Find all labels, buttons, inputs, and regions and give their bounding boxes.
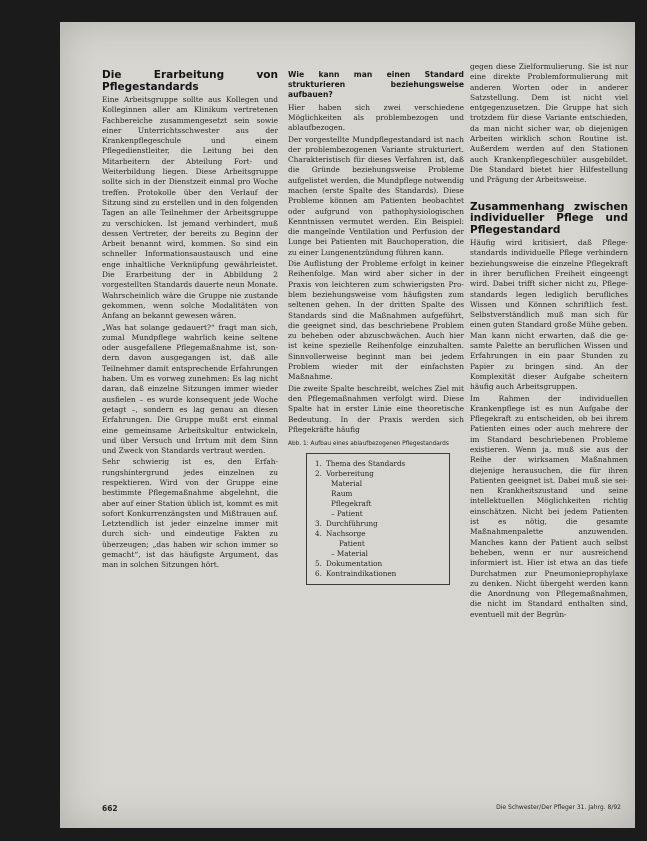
figure-item-text: Kontraindikationen — [326, 569, 397, 579]
paragraph: Die Auflistung der Probleme erfolgt in keiner Reihenfolge. Man wird aber sicher in der Praxis von leichteren zum schwierigsten Problem beziehungsweise vom häufigsten zum seltenen gehen. In der dritten Spalte des Standards sind die Maßnahmen aufgeführt, die geeignet sind, das beschriebene Problem zu beheben oder abzuschwächen. Auch hier ist keine spezielle Reihenfolge einzuhalten. Sinnvollerweise beginnt man bei jedem Problem wieder mit der einfachsten Maßnahme. — [288, 259, 464, 382]
figure-item-number: 6. — [315, 569, 322, 579]
paragraph: Die zweite Spalte beschreibt, welches Ziel mit den Pflegemaßnahmen verfolgt wird. Diese Spalte hat in erster Linie eine theoretische Bedeutung. In der Praxis werden sich Pflegekräfte häufig — [288, 383, 464, 434]
figure-list-item — [315, 479, 443, 489]
paragraph: „Was hat solange gedauert?“ fragt man sich, zumal Mundpflege wahrlich keine seltene oder ausgefallene Pflegemaßnahme ist, sondern davon ausgegangen ist, daß alle Teilnehmer damit entsprechende Erfahrungen haben. Um es vorweg zunehmen: Es lag nicht daran, daß einzelne Sitzungen immer wieder ausfielen – es wurde konsequent jede Woche getagt –, sondern es lag genau an diesen Erfahrungen. Die Gruppe mußt erst einmal eine gemeinsame Arbeitskultur entwickeln, und über Versuch und Irrtum mit dem Sinn und Zweck von Standards vertraut werden. — [102, 322, 278, 456]
figure-item-number: 4. — [315, 529, 322, 539]
paragraph: Eine Arbeitsgruppe sollte aus Kollegen und Kolleginnen aller am Klinikum vertretenen Fachbereiche zusammengesetzt sein sowie einer Unterrichtsschwester aus der Krankenpflegeschule und einem Pflegedienstleiter, die Leitung bei den Mitarbeitern der Abteilung Fort- und Weiterbildung liegen. Diese Arbeitsgruppe sollte sich in der Dienstzeit einmal pro Woche treffen. Protokolle über den Verlauf der Sitzung sind zu erstellen und in den folgenden Tagen an alle Teilnehmer der Arbeitsgruppe zu verschicken. Ist jemand verhindert, muß dessen Vertreter, der bereits zu Beginn der Arbeit benannt wird, kommen. So sind ein schneller Informationsaustausch und eine enge inhaltliche Verknüpfung gewährleistet. Die Erarbeitung der in Abbildung 2 vorgestellten Standards dauerte neun Monate. Wahrscheinlich wäre die Gruppe nie zustande gekommen, wenn solche Modalitäten von Anfang an bekannt gewesen wären. — [102, 95, 278, 321]
figure-list-item — [315, 569, 443, 579]
figure-item-text: Dokumentation — [326, 559, 383, 569]
figure-list-item — [315, 499, 443, 509]
figure-item-text: Pflegekraft — [331, 499, 372, 509]
column-middle — [288, 70, 464, 585]
figure-box-standard-structure — [306, 453, 450, 585]
figure-list-item — [315, 489, 443, 499]
paragraph: Im Rahmen der individuellen Krankenpflege ist es nun Aufgabe der Pflegekraft zu entscheiden, ob bei ihrem Patienten eines oder auch mehrere der im Standard beschriebenen Probleme existieren. Wenn ja, muß sie aus der Reihe der wirksamen Maßnahmen diejenige herausuchen, die für ihren Patienten geeignet ist. Dabei muß sie seinen Krankheitszustand und seine intellektuellen Möglichkeiten richtig einschätzen. Nicht bei jedem Patienten ist es nötig, die gesamte Maßnahmenpalette anzuwenden. Manches kann der Patient auch selbst beheben, wenn er nur ausreichend informiert ist. Hier ist etwa an das tiefe Durchatmen zur Pneumonieprophylaxe zu denken. Nicht übergeht werden kann die Anordnung von Pflegemaßnahmen, die nicht im Standard enthalten sind, eventuell mit der Begrün- — [470, 393, 628, 619]
figure-list-item — [315, 469, 443, 479]
figure-item-text: – Patient — [331, 509, 363, 519]
figure-item-text: Nachsorge — [326, 529, 366, 539]
figure-list-item — [315, 539, 443, 549]
figure-list-item — [315, 559, 443, 569]
figure-list-item — [315, 529, 443, 539]
paragraph: Häufig wird kritisiert, daß Pflegestandards individuelle Pflege verhindern beziehungsweise die einzelne Pflegekraft in ihrer beruflichen Freiheit eingeengt wird. Dabei trifft sicher nicht zu, Pflegestandards legen lediglich berufliches Wissen und Können schriftlich fest. Selbstverständlich muß man sich für einen guten Standard große Mühe geben. Man kann nicht erwarten, daß die gesamte Palette an beruflichen Wissen und Erfahrungen in ein paar Stunden zu Papier zu bringen sind. An der Komplexität dieser Aufgabe scheitern häufig auch Arbeitsgruppen. — [470, 238, 628, 392]
paragraph: Der vorgestellte Mundpflegestandard ist nach der problembezogenen Variante strukturiert. Charakteristisch für dieses Verfahren ist, daß die Gründe beziehungsweise Probleme aufgelistet werden, die Mundpflege notwendig machen (erste Spalte des Standards). Diese Probleme können am Patienten beobachtet oder aufgrund von pathophysiologischen Kenntnissen vermutet werden. Ein Beispiel: die mangelnde Ventilation und Perfusion der Lunge bei Patienten mit Bauchoperation, die zu einer Lungenentzündung führen kann. — [288, 134, 464, 257]
figure-item-number: 2. — [315, 469, 322, 479]
paragraph: gegen diese Zielformulierung. Sie ist nur eine direkte Problemformulierung mit anderen Worten oder in anderer Satzstellung. Dem ist nicht viel entgegenzusetzen. Die Gruppe hat sich trotzdem für diese Variante entschieden, da man nicht sicher war, ob diejenigen Arbeiten wirklich schon Routine ist. Außerdem werden auf den Stationen auch Krankenpflegeschüler ausgebildet. Die Standard bietet hier Hilfestellung und Prägung der Arbeitsweise. — [470, 62, 628, 185]
figure-caption: Abb. 1: Aufbau eines ablaufbezogenen Pflegestandards — [288, 441, 449, 448]
figure-item-text: Patient — [339, 539, 365, 549]
paragraph: Hier haben sich zwei verschiedene Möglichkeiten als problembezogen und ablaufbezogen. — [288, 102, 464, 133]
figure-item-text: Thema des Standards — [326, 459, 406, 469]
section-heading-standards-development: Die Erarbeitung von Pflegestandards — [102, 69, 278, 93]
figure-list-item — [315, 549, 443, 559]
figure-list-item — [315, 519, 443, 529]
page-number: 662 — [102, 804, 118, 813]
figure-item-number: 3. — [315, 519, 322, 529]
document-page — [60, 22, 635, 828]
figure-item-text: Raum — [331, 489, 353, 499]
figure-item-text: Durchführung — [326, 519, 378, 529]
section-heading-individual-care: Zusammenhang zwischen individueller Pflege und Pflegestandard — [470, 200, 628, 236]
figure-list-item — [315, 459, 443, 469]
figure-item-text: – Material — [331, 549, 368, 559]
column-right — [470, 62, 628, 621]
journal-footer: Die Schwester/Der Pfleger 31. Jahrg. 8/92 — [496, 804, 621, 811]
section-heading-structure: Wie kann man einen Standard strukturieren beziehungsweise aufbauen? — [288, 70, 464, 100]
figure-item-text: Vorbereitung — [326, 469, 374, 479]
figure-item-number: 1. — [315, 459, 322, 469]
figure-item-text: Material — [331, 479, 363, 489]
paragraph: Sehr schwierig ist es, den Erfahrungshintergrund jedes einzelnen zu respektieren. Wird von der Gruppe eine bestimmte Pflegemaßnahme abgelehnt, die aber auf einer Station üblich ist, kommt es mit sofort Konkurrenzängsten und Mißtrauen auf. Letztendlich ist jeder einzelne immer mit durch sich- und eindeutige Fakten zu überzeugen; „das haben wir schon immer so gemacht“, ist das häufigste Argument, das man in solchen Sitzungen hört. — [102, 457, 278, 570]
column-left — [102, 70, 278, 572]
figure-item-number: 5. — [315, 559, 322, 569]
figure-list-item — [315, 509, 443, 519]
